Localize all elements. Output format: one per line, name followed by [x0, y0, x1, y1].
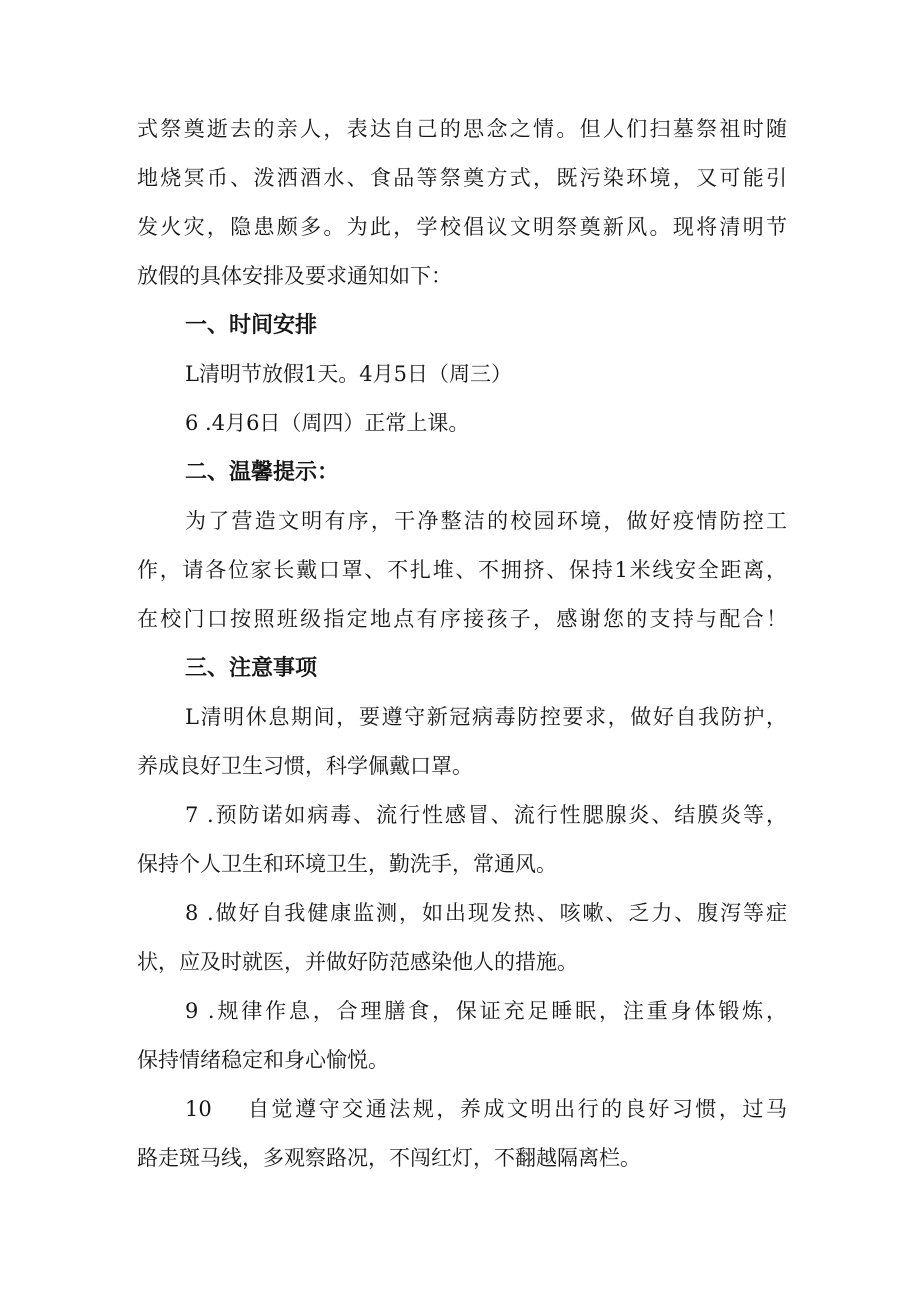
- intro-line: 式祭奠逝去的亲人，表达自己的思念之情。但人们扫墓祭祖时随: [137, 117, 787, 141]
- intro-line: 地烧冥币、泼洒酒水、食品等祭奠方式，既污染环境，又可能引: [137, 166, 787, 190]
- schedule-item: L清明节放假1天。4月5日（周三）: [185, 362, 513, 386]
- intro-line: 发火灾，隐患颇多。为此，学校倡议文明祭奠新风。现将清明节: [137, 215, 787, 239]
- note-item-line: 8 .做好自我健康监测，如出现发热、咳嗽、乏力、腹泻等症: [185, 901, 787, 925]
- note-item-line: 养成良好卫生习惯，科学佩戴口罩。: [137, 754, 473, 778]
- document-body: [137, 105, 787, 1183]
- tips-line: 作，请各位家长戴口罩、不扎堆、不拥挤、保持1米线安全距离，: [137, 558, 787, 582]
- note-item-line: 自觉遵守交通法规，养成文明出行的良好习惯，过马: [248, 1097, 787, 1121]
- note-item-line: 9 .规律作息，合理膳食，保证充足睡眠，注重身体锻炼，: [185, 999, 787, 1023]
- intro-line: 放假的具体安排及要求通知如下：: [137, 264, 452, 288]
- note-item-line: 路走斑马线，多观察路况，不闯红灯，不翻越隔离栏。: [137, 1146, 641, 1170]
- note-item-numbered-line: [185, 1085, 787, 1134]
- note-item-line: 状，应及时就医，并做好防范感染他人的措施。: [137, 950, 578, 974]
- note-item-line: 7 .预防诺如病毒、流行性感冒、流行性腮腺炎、结膜炎等，: [185, 803, 787, 827]
- tips-line: 为了营造文明有序，干净整洁的校园环境，做好疫情防控工: [185, 509, 787, 533]
- note-item-number: 10: [185, 1097, 212, 1121]
- section-heading-schedule: 一、时间安排: [185, 313, 318, 338]
- section-heading-tips: 二、温馨提示：: [185, 460, 340, 485]
- note-item-line: 保持情绪稳定和身心愉悦。: [137, 1048, 389, 1072]
- schedule-item: 6 .4月6日（周四）正常上课。: [185, 411, 470, 435]
- tips-line: 在校门口按照班级指定地点有序接孩子，感谢您的支持与配合！: [137, 607, 787, 631]
- section-heading-notes: 三、注意事项: [185, 656, 318, 681]
- note-item-line: L清明休息期间，要遵守新冠病毒防控要求，做好自我防护，: [185, 705, 787, 729]
- note-item-line: 保持个人卫生和环境卫生，勤洗手，常通风。: [137, 852, 557, 876]
